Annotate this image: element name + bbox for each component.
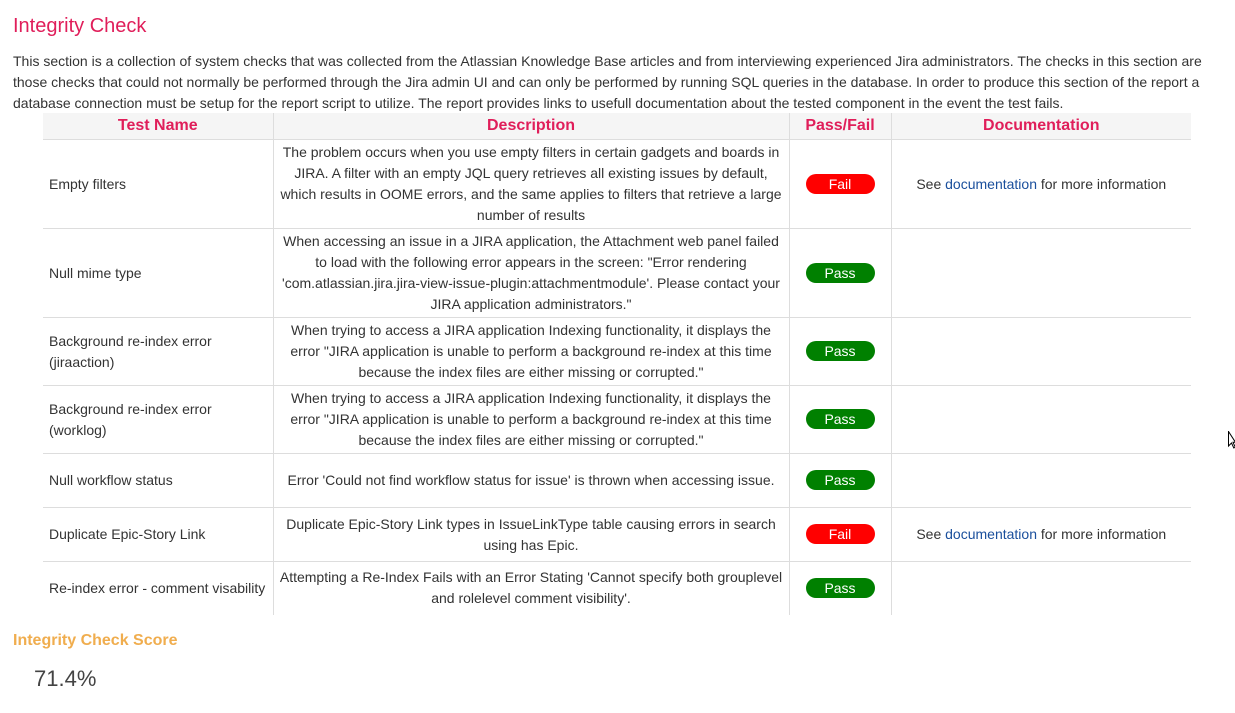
test-description: Duplicate Epic-Story Link types in IssueLinkType table causing errors in search using has Epic. xyxy=(273,508,789,562)
table-row xyxy=(43,454,1191,508)
test-name: Null workflow status xyxy=(43,454,273,508)
integrity-check-table xyxy=(43,113,1191,615)
test-name: Background re-index error (jiraaction) xyxy=(43,318,273,386)
header-description: Description xyxy=(273,113,789,140)
documentation-link[interactable]: documentation xyxy=(945,175,1037,192)
header-documentation: Documentation xyxy=(891,113,1191,140)
table-row xyxy=(43,140,1191,229)
documentation-cell xyxy=(891,454,1191,508)
table-row xyxy=(43,318,1191,386)
test-name: Duplicate Epic-Story Link xyxy=(43,508,273,562)
test-name: Empty filters xyxy=(43,140,273,229)
score-value: 71.4% xyxy=(34,666,97,691)
test-description: When accessing an issue in a JIRA application, the Attachment web panel failed to load with the following error appears in the screen: "Error rendering 'com.atlassian.jira.jira-view-issue-plugin:attachmentmodule'. Please contact your JIRA application administrators." xyxy=(273,229,789,318)
pass-badge: Pass xyxy=(806,470,875,490)
pass-badge: Pass xyxy=(806,409,875,429)
test-description: When trying to access a JIRA application Indexing functionality, it displays the error "JIRA application is unable to perform a background re-index at this time because the index files are either missing or corrupted." xyxy=(273,318,789,386)
documentation-link[interactable]: documentation xyxy=(945,526,1037,542)
documentation-cell xyxy=(891,562,1191,615)
table-row xyxy=(43,386,1191,454)
pass-badge: Pass xyxy=(806,341,875,361)
table-row xyxy=(43,562,1191,615)
documentation-cell xyxy=(891,318,1191,386)
test-name: Null mime type xyxy=(43,229,273,318)
header-test-name: Test Name xyxy=(43,113,273,140)
score-title: Integrity Check Score xyxy=(13,632,178,649)
table-row xyxy=(43,508,1191,562)
page-title: Integrity Check xyxy=(13,15,147,37)
mouse-pointer-icon xyxy=(1228,431,1235,449)
test-description: Attempting a Re-Index Fails with an Error Stating 'Cannot specify both grouplevel and rolelevel comment visibility'. xyxy=(273,562,789,615)
fail-badge: Fail xyxy=(806,524,875,544)
pass-badge: Pass xyxy=(806,578,875,598)
documentation-cell xyxy=(891,229,1191,318)
test-name: Background re-index error (worklog) xyxy=(43,386,273,454)
documentation-cell: See documentation for more information xyxy=(891,140,1191,229)
test-description: Error 'Could not find workflow status for issue' is thrown when accessing issue. xyxy=(273,454,789,508)
test-description: The problem occurs when you use empty filters in certain gadgets and boards in JIRA. A filter with an empty JQL query retrieves all existing issues by default, which results in OOME errors, and the same applies to filters that retrieve a large number of results xyxy=(273,140,789,229)
table-header-row xyxy=(43,113,1191,140)
fail-badge: Fail xyxy=(806,174,875,194)
test-description: When trying to access a JIRA application Indexing functionality, it displays the error "JIRA application is unable to perform a background re-index at this time because the index files are either missing or corrupted." xyxy=(273,386,789,454)
documentation-cell: See documentation for more information xyxy=(891,508,1191,562)
test-name: Re-index error - comment visability xyxy=(43,562,273,615)
documentation-cell xyxy=(891,386,1191,454)
header-pass-fail: Pass/Fail xyxy=(789,113,891,140)
table-row xyxy=(43,229,1191,318)
section-description: This section is a collection of system checks that was collected from the Atlassian Knowledge Base articles and from interviewing experienced Jira administrators. The checks in this section are those checks that could not normally be performed through the Jira admin UI and can only be performed by running SQL queries in the database. In order to produce this section of the report a database connection must be setup for the report script to utilize. The report provides links to usefull documentation about the tested component in the event the test fails. xyxy=(13,53,1202,111)
pass-badge: Pass xyxy=(806,263,875,283)
